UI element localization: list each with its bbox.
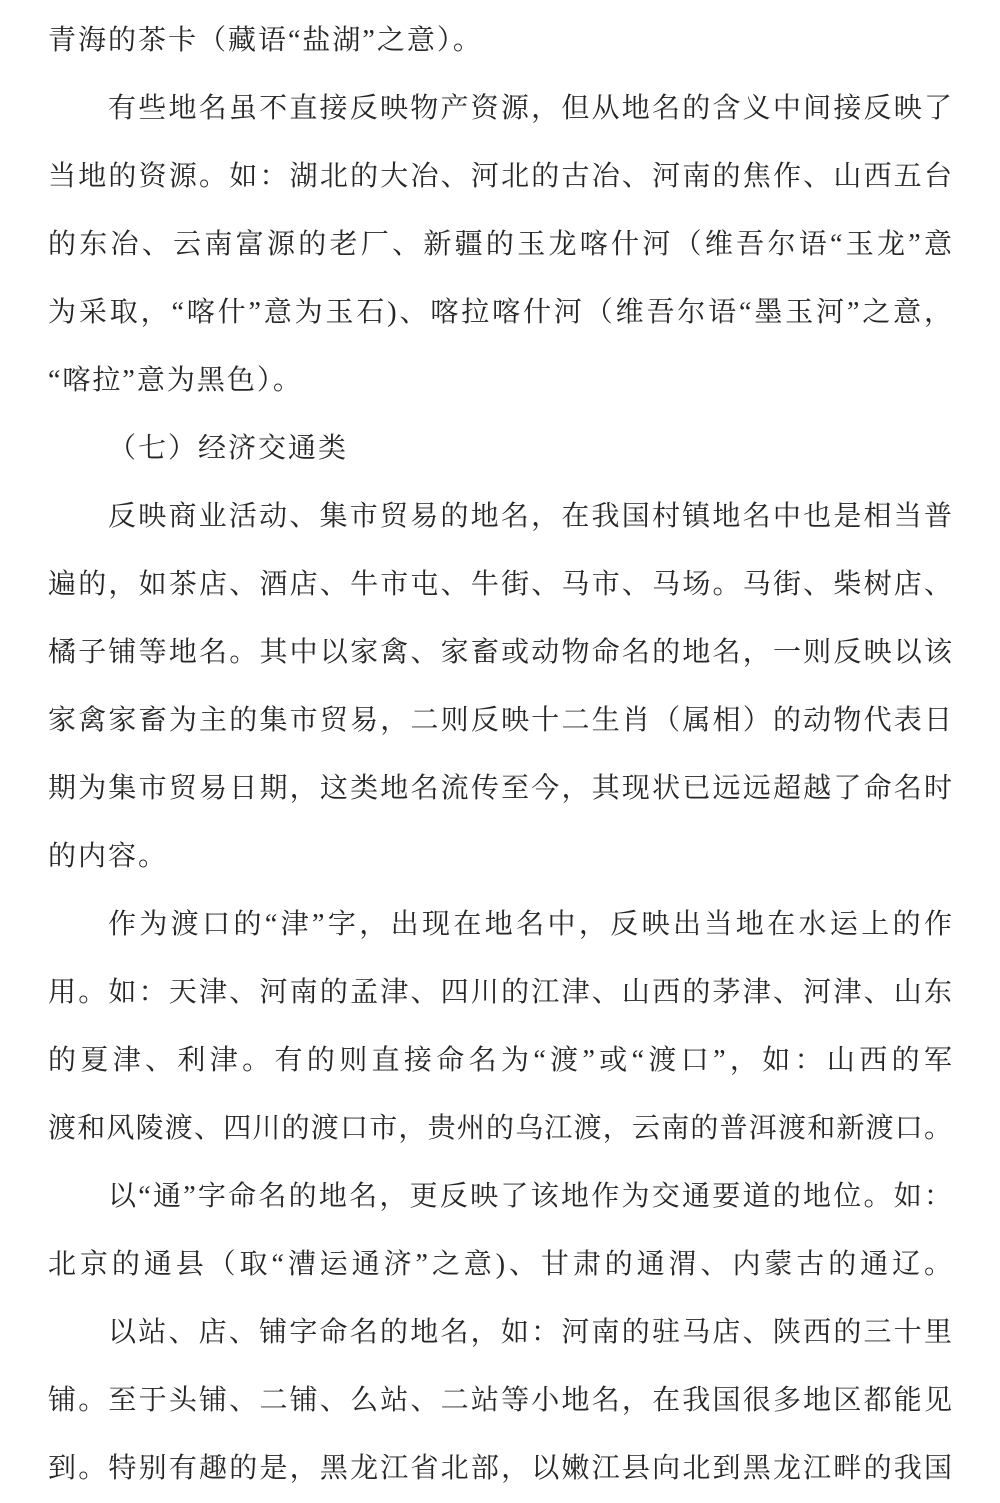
text-line: 铺。至于头铺、二铺、么站、二站等小地名，在我国很多地区都能见 bbox=[48, 1385, 952, 1416]
text-line: 用。如：天津、河南的孟津、四川的江津、山西的茅津、河津、山东 bbox=[48, 977, 952, 1008]
text-line: 期为集市贸易日期，这类地名流传至今，其现状已远远超越了命名时 bbox=[48, 773, 952, 804]
text-line: 当地的资源。如：湖北的大冶、河北的古冶、河南的焦作、山西五台 bbox=[48, 161, 952, 192]
page-text bbox=[48, 7, 952, 1503]
text-line: “喀拉”意为黑色）。 bbox=[48, 365, 303, 396]
text-line: 橘子铺等地名。其中以家禽、家畜或动物命名的地名，一则反映以该 bbox=[48, 637, 952, 668]
section-heading: （七）经济交通类 bbox=[108, 433, 349, 464]
text-line: 的内容。 bbox=[48, 841, 169, 872]
text-line: 的夏津、利津。有的则直接命名为“渡”或“渡口”，如：山西的军 bbox=[48, 1045, 952, 1076]
text-line: 有些地名虽不直接反映物产资源，但从地名的含义中间接反映了 bbox=[108, 93, 952, 124]
text-line: 为采取，“喀什”意为玉石)、喀拉喀什河（维吾尔语“墨玉河”之意， bbox=[48, 297, 952, 328]
text-line: 作为渡口的“津”字，出现在地名中，反映出当地在水运上的作 bbox=[108, 909, 952, 940]
text-line: 以站、店、铺字命名的地名，如：河南的驻马店、陕西的三十里 bbox=[108, 1317, 952, 1348]
text-line: 到。特别有趣的是，黑龙江省北部，以嫩江县向北到黑龙江畔的我国 bbox=[48, 1453, 952, 1484]
text-line: 的东冶、云南富源的老厂、新疆的玉龙喀什河（维吾尔语“玉龙”意 bbox=[48, 229, 952, 260]
text-line: 家禽家畜为主的集市贸易，二则反映十二生肖（属相）的动物代表日 bbox=[48, 705, 952, 736]
text-line: 北京的通县（取“漕运通济”之意)、甘肃的通渭、内蒙古的通辽。 bbox=[48, 1249, 952, 1280]
text-line: 青海的茶卡（藏语“盐湖”之意）。 bbox=[48, 25, 483, 56]
text-line: 渡和风陵渡、四川的渡口市，贵州的乌江渡，云南的普洱渡和新渡口。 bbox=[48, 1113, 952, 1144]
text-line: 以“通”字命名的地名，更反映了该地作为交通要道的地位。如： bbox=[108, 1181, 952, 1212]
text-line: 遍的，如茶店、酒店、牛市屯、牛街、马市、马场。马街、柴树店、 bbox=[48, 569, 952, 600]
text-line: 反映商业活动、集市贸易的地名，在我国村镇地名中也是相当普 bbox=[108, 501, 952, 532]
